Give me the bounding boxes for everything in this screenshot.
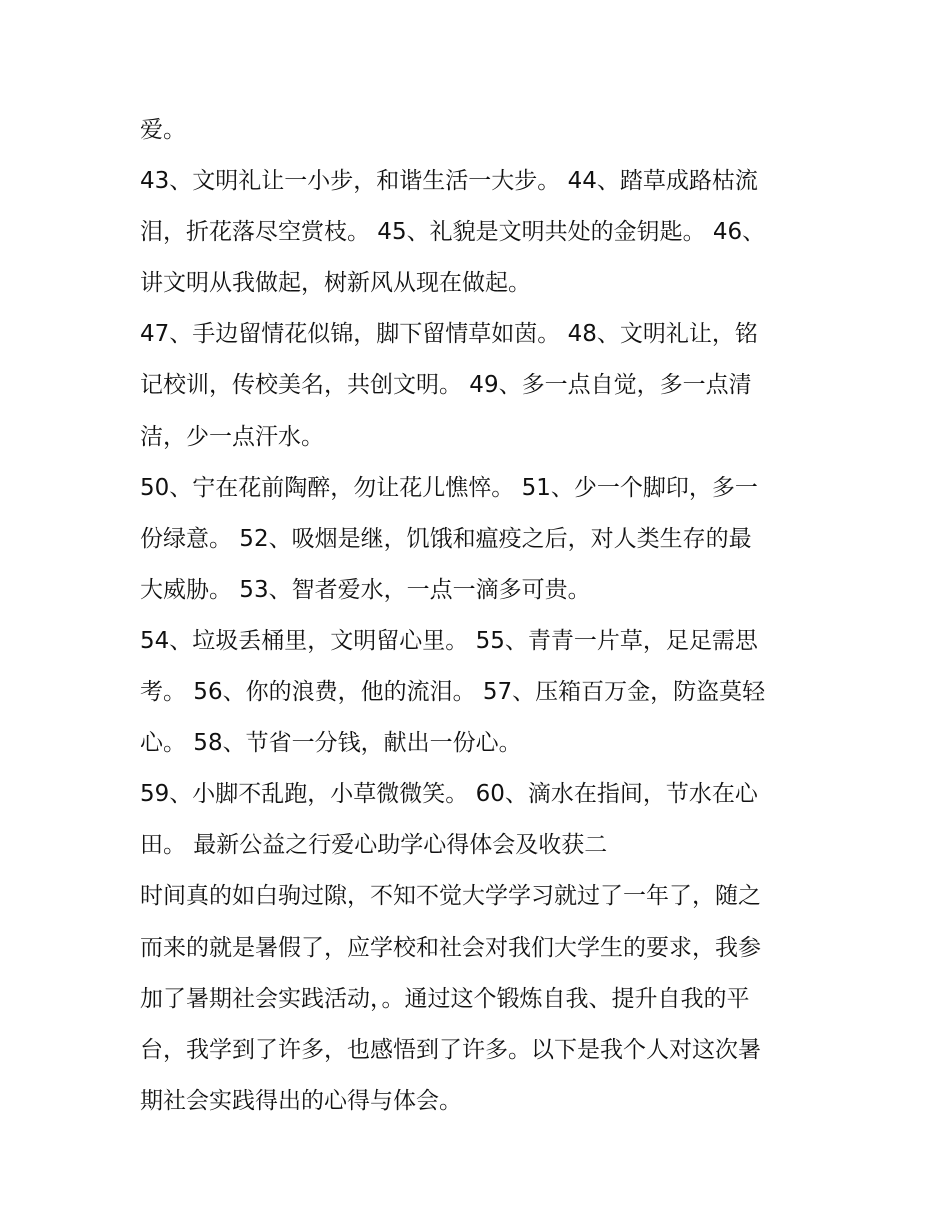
text-line: 份绿意。 52、吸烟是继，饥饿和瘟疫之后，对人类生存的最 — [140, 525, 752, 552]
text-line: 考。 56、你的浪费，他的流泪。 57、压箱百万金，防盗莫轻 — [140, 679, 766, 706]
text-line: 泪，折花落尽空赏枝。 45、礼貌是文明共处的金钥匙。 46、 — [140, 219, 766, 246]
text-line: 47、手边留情花似锦，脚下留情草如茵。 48、文明礼让，铭 — [140, 321, 758, 348]
text-line: 记校训，传校美名，共创文明。 49、多一点自觉，多一点清 — [140, 372, 752, 399]
text-line: 50、宁在花前陶醉，勿让花儿憔悴。 51、少一个脚印，多一 — [140, 474, 758, 501]
text-line: 洁，少一点汗水。 — [140, 423, 324, 450]
text-line: 59、小脚不乱跑，小草微微笑。 60、滴水在指间，节水在心 — [140, 781, 758, 808]
text-line: 54、垃圾丢桶里，文明留心里。 55、青青一片草，足足需思 — [140, 627, 758, 654]
text-line: 讲文明从我做起，树新风从现在做起。 — [140, 270, 531, 297]
text-line: 期社会实践得出的心得与体会。 — [140, 1087, 462, 1114]
text-line: 爱。 — [140, 117, 186, 143]
text-line: 心。 58、节省一分钱，献出一份心。 — [140, 730, 522, 757]
text-line: 加了暑期社会实践活动，。通过这个锻炼自我、提升自我的平 — [140, 985, 750, 1012]
text-line: 台，我学到了许多，也感悟到了许多。以下是我个人对这次暑 — [140, 1036, 761, 1063]
body-text — [140, 105, 820, 1127]
text-line: 大威胁。 53、智者爱水，一点一滴多可贵。 — [140, 576, 591, 603]
text-line: 时间真的如白驹过隙，不知不觉大学学习就过了一年了，随之 — [140, 883, 761, 910]
text-line: 43、文明礼让一小步，和谐生活一大步。 44、踏草成路枯流 — [140, 168, 758, 195]
text-line: 而来的就是暑假了，应学校和社会对我们大学生的要求，我参 — [140, 934, 761, 961]
text-line: 田。 最新公益之行爱心助学心得体会及收获二 — [140, 832, 608, 859]
